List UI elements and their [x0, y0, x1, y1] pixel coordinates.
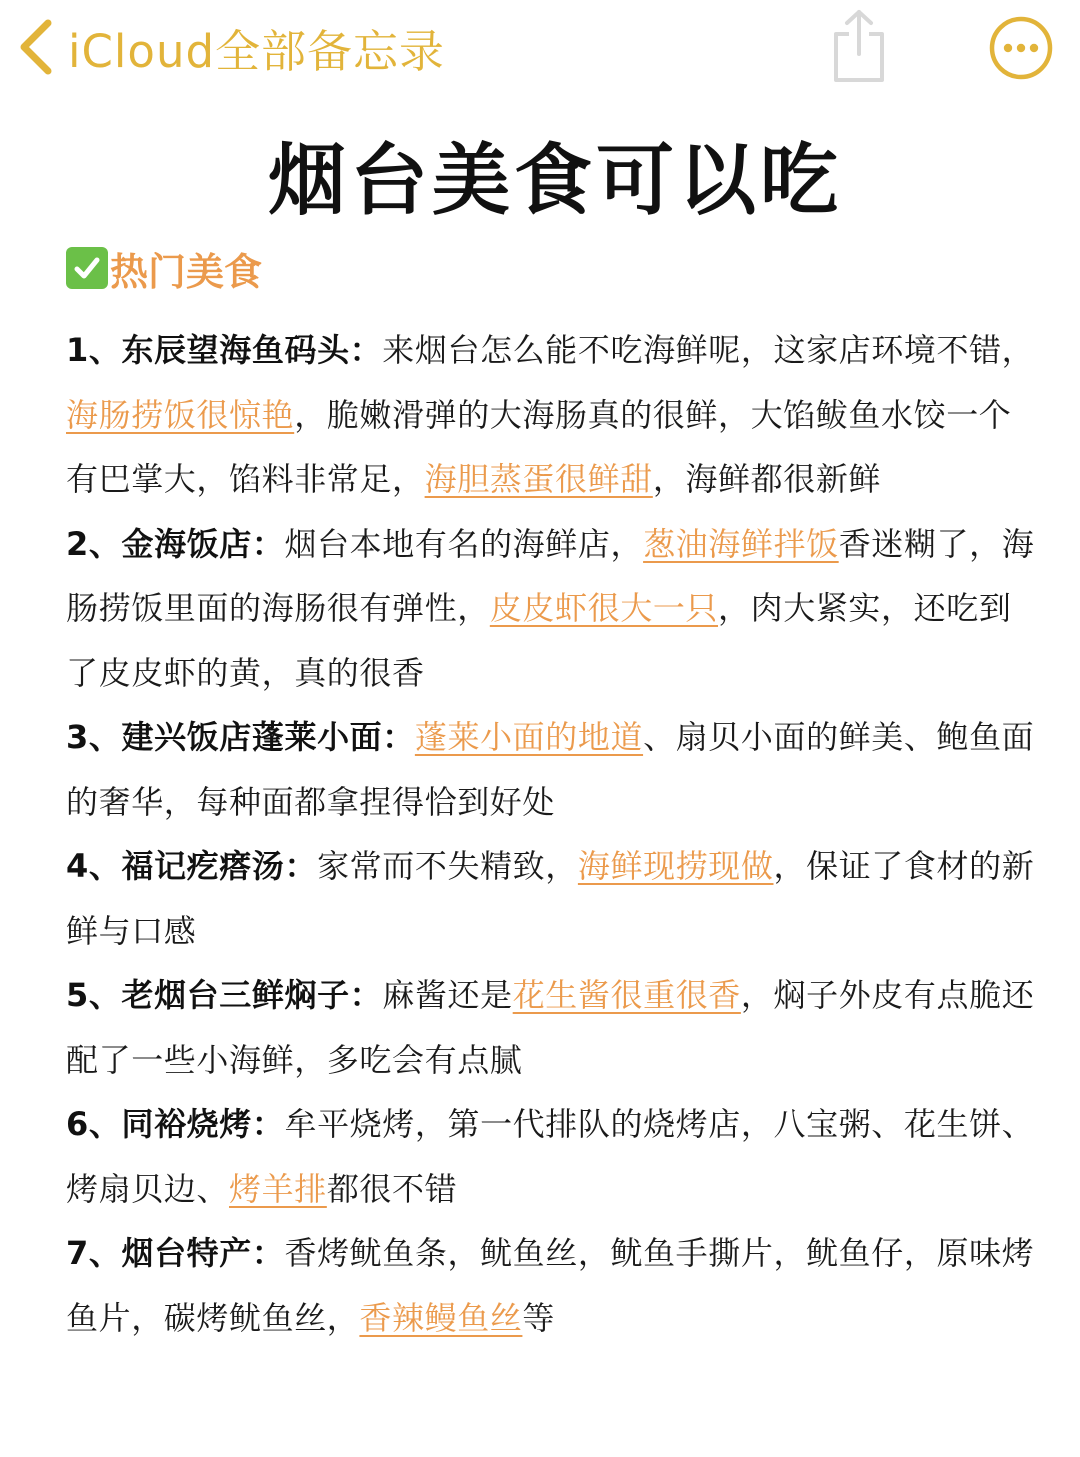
item-text: 等 [522, 1298, 556, 1337]
more-icon [988, 15, 1054, 81]
restaurant-name: 3、建兴饭店蓬莱小面： [66, 718, 415, 756]
item-text: 都很不错 [326, 1169, 458, 1208]
item-text: 香烤鱿鱼条，鱿鱼丝，鱿鱼手撕片，鱿鱼仔，原味烤鱼片，碳烤鱿鱼丝， [66, 1234, 1035, 1337]
item-text: ，肉大紧实，还吃到了皮皮虾的黄，真的很香 [66, 589, 1012, 692]
restaurant-name: 6、同裕烧烤： [66, 1105, 285, 1143]
back-label: iCloud全部备忘录 [68, 24, 446, 78]
list-item [66, 834, 1038, 963]
highlight-text: 海胆蒸蛋很鲜甜 [424, 460, 653, 498]
highlight-text: 香辣鳗鱼丝 [359, 1298, 523, 1337]
back-button[interactable] [18, 16, 445, 78]
restaurant-name: 5、老烟台三鲜焖子： [66, 976, 383, 1014]
item-text: 牟平烧烤，第一代排队的烧烤店，八宝粥、花生饼、烤扇贝边、 [66, 1105, 1035, 1208]
item-text: 烟台本地有名的海鲜店， [284, 524, 644, 563]
item-text: ，海鲜都很新鲜 [652, 460, 882, 498]
list-item [66, 963, 1038, 1092]
highlight-text: 蓬莱小面的地道 [414, 718, 644, 756]
item-text: 家常而不失精致， [317, 847, 578, 885]
share-button[interactable] [826, 8, 892, 84]
restaurant-name: 1、东辰望海鱼码头： [66, 331, 383, 369]
highlight-text: 海鲜现捞现做 [577, 847, 774, 885]
item-text: ，脆嫩滑弹的大海肠真的很鲜，大馅鲅鱼水饺一个有巴掌大，馅料非常足， [66, 395, 1012, 498]
item-text: 香迷糊了，海肠捞饭里面的海肠很有弹性， [66, 524, 1035, 627]
highlight-text: 海肠捞饭很惊艳 [66, 395, 295, 434]
item-text: ，焖子外皮有点脆还配了一些小海鲜，多吃会有点腻 [66, 976, 1035, 1079]
share-icon [826, 8, 892, 84]
restaurant-name: 7、烟台特产： [66, 1234, 285, 1272]
list-item [66, 512, 1038, 706]
note-title: 烟台美食可以吃 [267, 136, 842, 226]
list-item [66, 705, 1038, 834]
note-body [66, 318, 1038, 1350]
item-text: 麻酱还是 [382, 976, 513, 1014]
restaurant-name: 2、金海饭店： [66, 524, 285, 563]
section-title: 热门美食 [110, 249, 263, 294]
checkbox-checked-icon [66, 247, 108, 289]
restaurant-name: 4、福记疙瘩汤： [66, 847, 318, 885]
highlight-text: 葱油海鲜拌饭 [643, 524, 839, 563]
section-header [66, 242, 262, 294]
item-text: 来烟台怎么能不吃海鲜呢，这家店环境不错， [382, 331, 1035, 369]
list-item [66, 1092, 1038, 1221]
item-text: ，保证了食材的新鲜与口感 [66, 847, 1035, 950]
highlight-text: 烤羊排 [229, 1169, 327, 1208]
navigation-bar [0, 0, 1080, 100]
list-item [66, 318, 1038, 512]
highlight-text: 花生酱很重很香 [512, 976, 741, 1014]
highlight-text: 皮皮虾很大一只 [489, 589, 719, 627]
chevron-left-icon [18, 19, 54, 75]
list-item [66, 1221, 1038, 1350]
more-button[interactable] [988, 15, 1054, 81]
item-text: 、扇贝小面的鲜美、鲍鱼面的奢华，每种面都拿捏得恰到好处 [66, 718, 1035, 821]
